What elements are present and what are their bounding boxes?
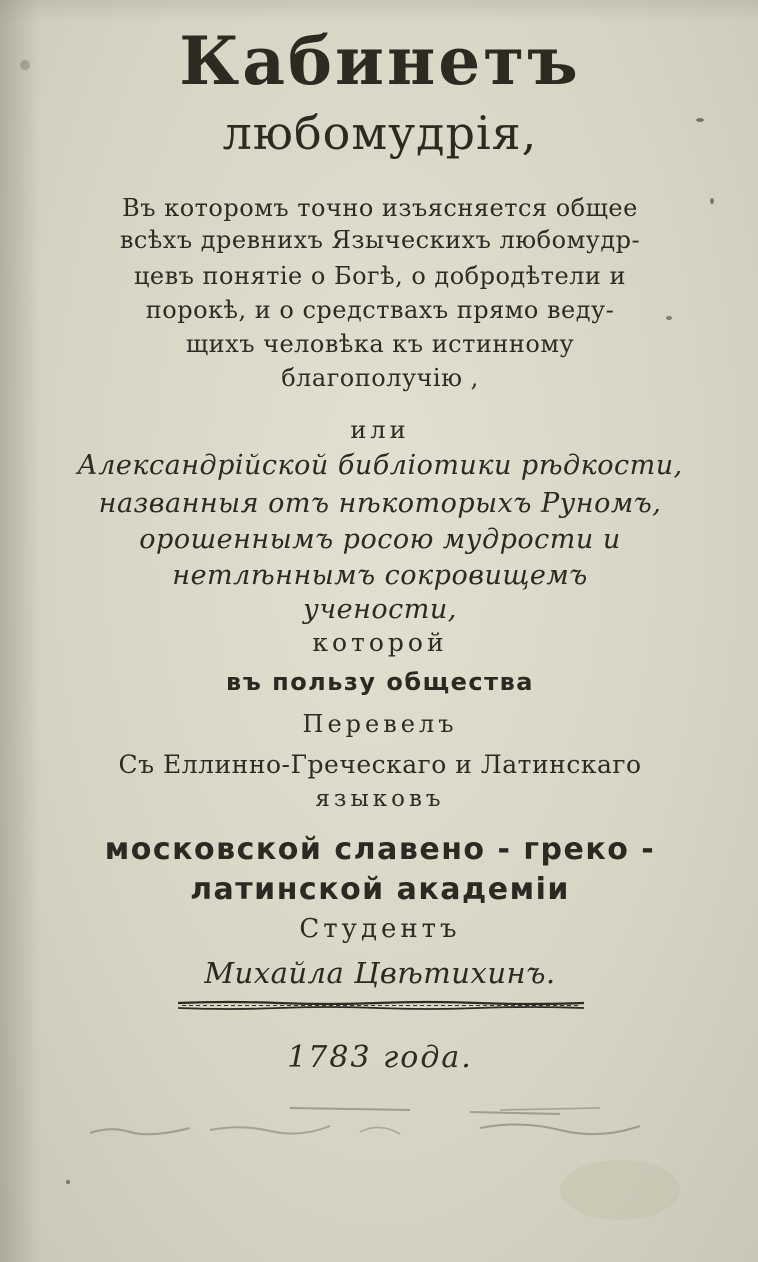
academy-line: латинской академіи: [190, 872, 570, 907]
academy-line: московской славено - греко -: [104, 832, 656, 867]
description-line: щихъ человѣка къ истинному: [185, 330, 575, 358]
ink-speck: [66, 1180, 70, 1184]
languages-line: Съ Еллинно-Греческаго и Латинскаго: [118, 750, 642, 779]
description-line: порокѣ, и о средствахъ прямо веду-: [145, 296, 615, 324]
benefit-line: въ пользу общества: [226, 668, 534, 696]
author-name: Михайла Цвѣтихинъ.: [204, 956, 556, 990]
ink-speck: [20, 60, 30, 70]
alt-title-line: Александрійской библіотики рѣдкости,: [77, 450, 683, 481]
decorative-rule: [178, 1000, 584, 1012]
page-edge-shadow: [0, 0, 40, 1262]
description-line: цевъ понятіе о Богѣ, о добродѣтели и: [133, 262, 627, 290]
book-subtitle: любомудрія,: [222, 106, 538, 160]
alt-title-line: названныя отъ нѣкоторыхъ Руномъ,: [98, 488, 662, 519]
publication-year: 1783 года.: [287, 1040, 473, 1075]
description-line: благополучію ,: [281, 364, 479, 392]
paper-stain: [560, 1160, 680, 1220]
description-line: Въ которомъ точно изъясняется общее: [122, 194, 638, 222]
alt-title-line: нетлѣннымъ сокровищемъ: [172, 560, 588, 591]
conjunction-or: или: [350, 416, 410, 444]
languages-line: языковъ: [315, 786, 445, 812]
translated-line: Перевелъ: [302, 710, 458, 738]
alt-title-line: учености,: [303, 594, 457, 625]
alt-title-line: орошеннымъ росою мудрости и: [139, 524, 621, 555]
description-line: всѣхъ древнихъ Языческихъ любомудр-: [119, 226, 641, 254]
ink-speck: [696, 118, 704, 122]
ink-speck: [710, 198, 714, 204]
page-top-shadow: [0, 0, 758, 22]
student-line: Студентъ: [299, 914, 461, 944]
ink-speck: [666, 316, 672, 320]
faded-manuscript-marks: [80, 1098, 700, 1148]
book-title: Кабинетъ: [179, 22, 581, 100]
which-line: которой: [312, 628, 448, 657]
